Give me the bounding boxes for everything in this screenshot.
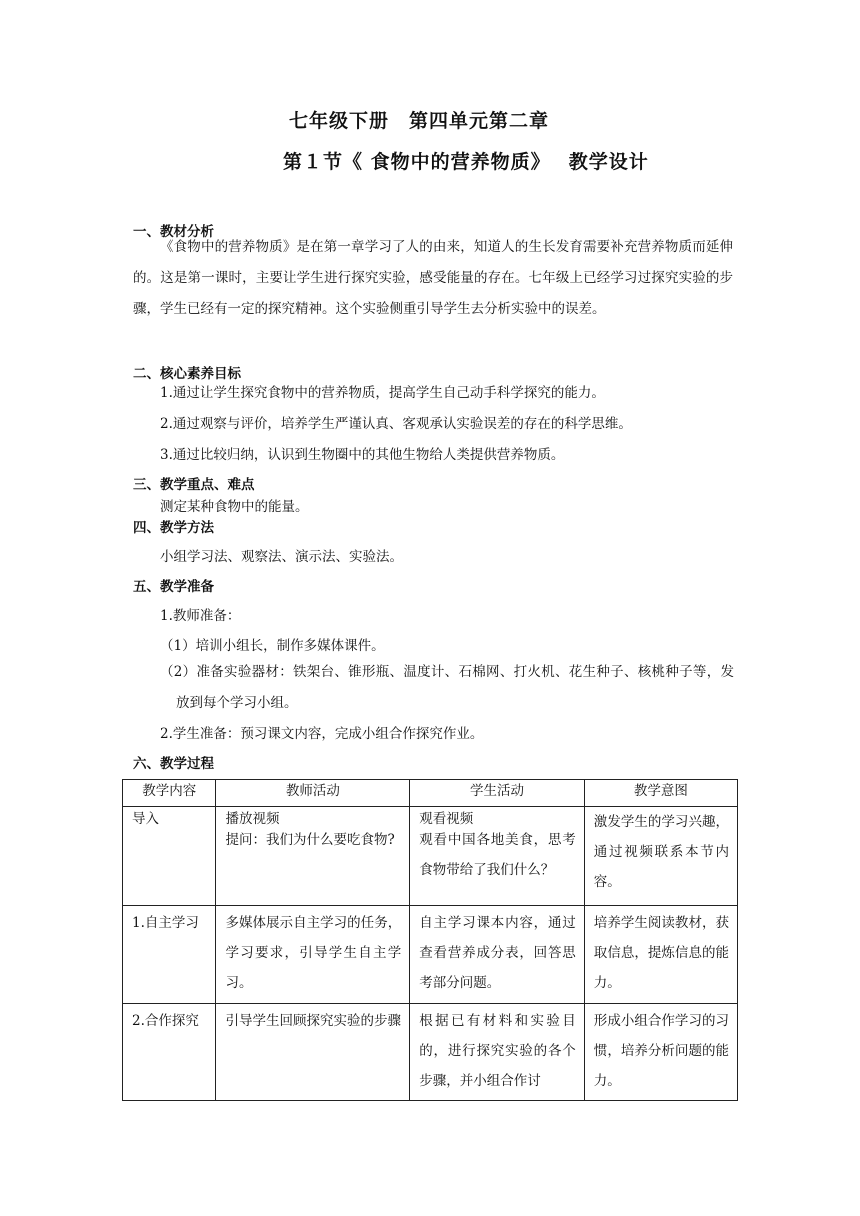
teacher-activity-line: 播放视频: [225, 811, 280, 827]
table-cell-content: 2.合作探究: [123, 1004, 216, 1101]
teacher-preparation-item: （1）培训小组长，制作多媒体课件。: [160, 638, 385, 654]
table-cell-teacher: 引导学生回顾探究实验的步骤: [216, 1004, 410, 1101]
key-points-text: 测定某种食物中的能量。: [160, 499, 309, 515]
table-cell-content: 1.自主学习: [123, 906, 216, 1004]
table-cell-student: [410, 807, 585, 906]
table-header-row: [123, 780, 738, 807]
table-header-cell: 教学内容: [123, 780, 216, 807]
student-activity-line: 观看中国各地美食，思考食物带给了我们什么？: [419, 832, 576, 878]
table-row: [123, 1004, 738, 1101]
document-title-line2: 第１节《 食物中的营养物质》 教学设计: [283, 151, 649, 173]
table-cell-intent: 形成小组合作学习的习惯，培养分析问题的能力。: [584, 1004, 737, 1101]
student-preparation-text: 2.学生准备：预习课文内容，完成小组合作探究作业。: [160, 726, 484, 742]
teacher-preparation-label: 1.教师准备：: [160, 608, 241, 624]
core-goal-item: 3.通过比较归纳，认识到生物圈中的其他生物给人类提供营养物质。: [160, 447, 565, 463]
core-goal-item: 1.通过让学生探究食物中的营养物质，提高学生自己动手科学探究的能力。: [160, 385, 605, 401]
section-heading-teaching-process: 六、教学过程: [133, 756, 214, 772]
section-heading-textbook-analysis: 一、教材分析: [133, 224, 214, 240]
section-heading-core-goals: 二、核心素养目标: [133, 366, 241, 382]
section-heading-key-points: 三、教学重点、难点: [133, 477, 255, 493]
textbook-analysis-paragraph: 《食物中的营养物质》是在第一章学习了人的由来，知道人的生长发育需要补充营养物质而延伸的。这是第一课时，主要让学生进行探究实验，感受能量的存在。七年级上已经学习过探究实验的步骤，学生已经有一定的探究精神。这个实验侧重引导学生去分析实验中的误差。: [133, 239, 733, 317]
table-header-cell: 教学意图: [584, 780, 737, 807]
table-cell-teacher: [216, 807, 410, 906]
table-row: [123, 807, 738, 906]
teaching-process-table: [122, 779, 738, 1101]
core-goal-item: 2.通过观察与评价，培养学生严谨认真、客观承认实验误差的存在的科学思维。: [160, 416, 632, 432]
teacher-activity-line: 提问：我们为什么要吃食物?: [225, 832, 395, 848]
student-activity-line: 观看视频: [419, 811, 474, 827]
section-heading-preparation: 五、教学准备: [133, 579, 214, 595]
table-cell-intent: 激发学生的学习兴趣，通过视频联系本节内容。: [584, 807, 737, 906]
table-cell-student: 自主学习课本内容，通过查看营养成分表，回答思考部分问题。: [410, 906, 585, 1004]
teaching-methods-text: 小组学习法、观察法、演示法、实验法。: [160, 549, 403, 565]
table-row: [123, 906, 738, 1004]
table-cell-content: 导入: [123, 807, 216, 906]
teacher-preparation-item-text: （2）准备实验器材：铁架台、锥形瓶、温度计、石棉网、打火机、花生种子、核桃种子等，发放到每个学习小组。: [160, 664, 734, 711]
table-header-cell: 教师活动: [216, 780, 410, 807]
table-header-cell: 学生活动: [410, 780, 585, 807]
table-cell-student: 根据已有材料和实验目的，进行探究实验的各个步骤，并小组合作讨: [410, 1004, 585, 1101]
document-title-line1: 七年级下册 第四单元第二章: [289, 110, 550, 132]
teacher-preparation-item: [160, 657, 734, 719]
table-cell-intent: 培养学生阅读教材，获取信息，提炼信息的能力。: [584, 906, 737, 1004]
table-cell-teacher: 多媒体展示自主学习的任务，学习要求，引导学生自主学习。: [216, 906, 410, 1004]
section-heading-teaching-methods: 四、教学方法: [133, 520, 214, 536]
